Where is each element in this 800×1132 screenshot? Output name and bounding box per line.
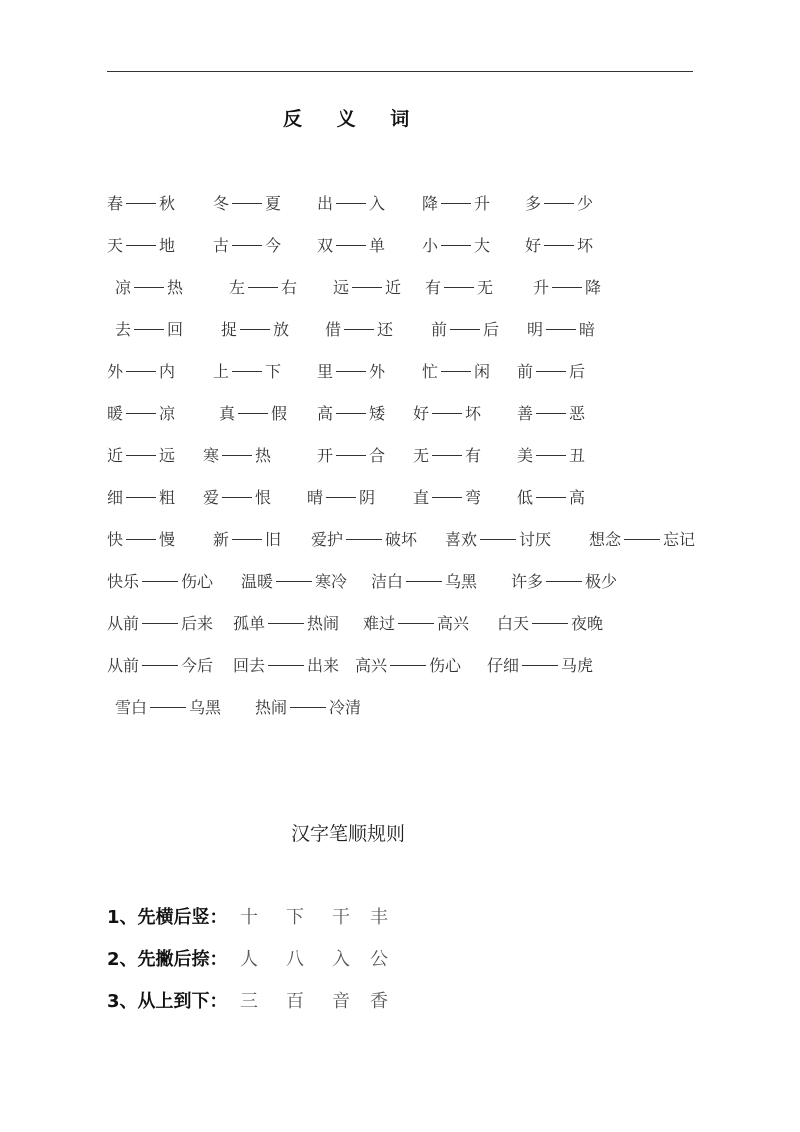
antonym-word: 极少 [585,572,618,591]
antonym-word: 闲 [474,362,491,381]
antonym-pair [221,317,289,340]
antonym-pair [107,653,213,676]
antonym-pair [107,611,213,634]
dash-separator [536,413,566,414]
antonym-word: 仔细 [487,656,520,675]
example-character: 公 [370,949,388,970]
antonym-word: 真 [219,404,236,423]
antonym-word: 冬 [213,194,230,213]
stroke-rule-label: 2、先撇后捺： [107,949,228,970]
antonym-word: 降 [585,278,602,297]
antonym-word: 矮 [369,404,386,423]
example-character: 香 [370,991,388,1012]
antonym-row [0,611,800,635]
antonym-word: 无 [477,278,494,297]
antonym-pair [317,233,385,256]
antonym-word: 假 [271,404,288,423]
antonym-word: 雪白 [115,698,148,717]
antonym-word: 低 [517,488,534,507]
antonym-pair [525,233,593,256]
antonym-row [0,695,800,719]
antonym-word: 冷清 [329,698,362,717]
antonym-word: 秋 [159,194,176,213]
antonym-pair [517,485,585,508]
antonym-word: 新 [213,530,230,549]
antonym-word: 爱 [203,488,220,507]
dash-separator [336,455,366,456]
dash-separator [390,665,426,666]
dash-separator [536,371,566,372]
antonym-word: 善 [517,404,534,423]
antonym-word: 慢 [159,530,176,549]
antonym-word: 美 [517,446,534,465]
antonym-word: 回 [167,320,184,339]
dash-separator [150,707,186,708]
antonym-pair [115,695,221,718]
antonym-word: 外 [369,362,386,381]
antonym-pair [213,359,281,382]
dash-separator [441,371,471,372]
antonym-word: 高兴 [355,656,388,675]
dash-separator [546,329,576,330]
antonym-word: 旧 [265,530,282,549]
antonym-word: 远 [159,446,176,465]
antonym-pair [213,527,281,550]
antonym-pair [333,275,401,298]
antonym-word: 高 [317,404,334,423]
antonym-pair [219,401,287,424]
antonym-word: 借 [325,320,342,339]
antonym-pair [107,359,175,382]
dash-separator [432,497,462,498]
antonym-word: 热 [167,278,184,297]
antonym-pair [203,443,271,466]
antonym-word: 恶 [569,404,586,423]
antonym-pair [311,527,417,550]
antonym-word: 讨厌 [519,530,552,549]
antonym-word: 忘记 [663,530,696,549]
dash-separator [344,329,374,330]
dash-separator [326,497,356,498]
dash-separator [240,329,270,330]
antonym-pair [115,275,183,298]
antonym-word: 高 [569,488,586,507]
antonym-pair [517,401,585,424]
antonym-pair [517,359,585,382]
antonym-pair [589,527,695,550]
antonym-word: 少 [577,194,594,213]
antonym-word: 去 [115,320,132,339]
antonym-pair [203,485,271,508]
antonym-pair [317,443,385,466]
stroke-rule [107,945,667,971]
antonym-word: 暗 [579,320,596,339]
antonym-word: 伤心 [181,572,214,591]
stroke-rule-label: 3、从上到下： [107,991,228,1012]
antonym-row [0,485,800,509]
header-rule [107,71,693,72]
antonym-pair [233,611,339,634]
antonym-pair [422,359,490,382]
antonym-word: 弯 [465,488,482,507]
antonym-word: 热闹 [255,698,288,717]
stroke-rule [107,903,667,929]
dash-separator [480,539,516,540]
antonym-word: 热 [255,446,272,465]
antonym-word: 无 [413,446,430,465]
antonym-word: 有 [425,278,442,297]
antonym-row [0,527,800,551]
antonym-word: 从前 [107,656,140,675]
antonym-word: 好 [413,404,430,423]
example-character: 入 [332,949,350,970]
antonym-word: 前 [431,320,448,339]
antonym-word: 温暖 [241,572,274,591]
antonym-word: 外 [107,362,124,381]
antonym-row [0,359,800,383]
dash-separator [336,245,366,246]
antonym-word: 夜晚 [571,614,604,633]
antonym-word: 凉 [159,404,176,423]
dash-separator [546,581,582,582]
antonym-word: 白天 [497,614,530,633]
antonym-word: 忙 [422,362,439,381]
antonym-word: 恨 [255,488,272,507]
antonym-word: 远 [333,278,350,297]
antonym-word: 多 [525,194,542,213]
antonym-word: 丑 [569,446,586,465]
antonym-pair [317,359,385,382]
antonym-word: 升 [474,194,491,213]
antonym-word: 右 [281,278,298,297]
antonym-word: 近 [385,278,402,297]
dash-separator [398,623,434,624]
dash-separator [126,203,156,204]
antonym-word: 破坏 [385,530,418,549]
dash-separator [126,497,156,498]
antonym-pair [527,317,595,340]
antonym-pair [355,653,461,676]
dash-separator [441,245,471,246]
dash-separator [126,371,156,372]
antonym-pair [431,317,499,340]
antonym-pair [317,191,385,214]
antonym-word: 粗 [159,488,176,507]
antonym-word: 出 [317,194,334,213]
antonym-word: 孤单 [233,614,266,633]
dash-separator [432,455,462,456]
example-character: 百 [286,991,304,1012]
antonym-word: 难过 [363,614,396,633]
dash-separator [276,581,312,582]
antonym-word: 寒冷 [315,572,348,591]
dash-separator [142,581,178,582]
antonym-pair [325,317,393,340]
antonym-row [0,653,800,677]
dash-separator [544,245,574,246]
stroke-rule-label: 1、先横后竖： [107,907,228,928]
antonym-word: 合 [369,446,386,465]
antonym-pair [107,191,175,214]
antonym-word: 寒 [203,446,220,465]
antonym-pair [425,275,493,298]
antonym-word: 快乐 [107,572,140,591]
dash-separator [268,623,304,624]
antonym-word: 乌黑 [189,698,222,717]
antonym-pair [511,569,617,592]
antonym-word: 夏 [265,194,282,213]
antonym-word: 暖 [107,404,124,423]
antonym-word: 许多 [511,572,544,591]
dash-separator [142,665,178,666]
dash-separator [336,413,366,414]
antonym-word: 入 [369,194,386,213]
antonym-pair [107,443,175,466]
example-character: 八 [286,949,304,970]
antonym-pair [363,611,469,634]
dash-separator [624,539,660,540]
dash-separator [522,665,558,666]
dash-separator [552,287,582,288]
antonym-word: 单 [369,236,386,255]
antonym-row [0,401,800,425]
dash-separator [222,497,252,498]
antonym-row [0,275,800,299]
antonym-word: 喜欢 [445,530,478,549]
dash-separator [232,371,262,372]
antonym-word: 晴 [307,488,324,507]
dash-separator [336,371,366,372]
dash-separator [352,287,382,288]
antonym-word: 降 [422,194,439,213]
example-character: 丰 [370,907,388,928]
dash-separator [126,245,156,246]
antonym-word: 马虎 [561,656,594,675]
dash-separator [290,707,326,708]
stroke-order-title: 汉字笔顺规则 [291,823,406,845]
antonym-pair [422,191,490,214]
dash-separator [432,413,462,414]
dash-separator [406,581,442,582]
antonym-word: 快 [107,530,124,549]
antonym-word: 想念 [589,530,622,549]
dash-separator [232,203,262,204]
antonym-word: 上 [213,362,230,381]
antonym-word: 直 [413,488,430,507]
antonym-word: 明 [527,320,544,339]
antonym-word: 凉 [115,278,132,297]
antonym-word: 后来 [181,614,214,633]
antonym-row [0,191,800,215]
antonym-row [0,569,800,593]
dash-separator [441,203,471,204]
dash-separator [268,665,304,666]
dash-separator [248,287,278,288]
dash-separator [532,623,568,624]
dash-separator [126,455,156,456]
example-character: 人 [240,949,258,970]
antonym-pair [107,569,213,592]
dash-separator [536,455,566,456]
antonym-word: 放 [273,320,290,339]
dash-separator [126,539,156,540]
antonym-word: 乌黑 [445,572,478,591]
antonym-word: 下 [265,362,282,381]
dash-separator [134,329,164,330]
antonym-word: 坏 [577,236,594,255]
dash-separator [126,413,156,414]
antonym-word: 前 [517,362,534,381]
antonym-word: 还 [377,320,394,339]
antonym-word: 出来 [307,656,340,675]
antonym-word: 开 [317,446,334,465]
antonym-word: 大 [474,236,491,255]
antonym-pair [445,527,551,550]
dash-separator [536,497,566,498]
dash-separator [444,287,474,288]
antonym-pair [229,275,297,298]
antonym-pair [107,233,175,256]
antonym-pair [371,569,477,592]
antonyms-title: 反 义 词 [283,108,424,130]
example-character: 下 [286,907,304,928]
antonym-pair [107,527,175,550]
antonym-pair [497,611,603,634]
antonym-word: 洁白 [371,572,404,591]
antonym-pair [517,443,585,466]
example-character: 十 [240,907,258,928]
dash-separator [450,329,480,330]
antonym-pair [413,401,481,424]
dash-separator [232,539,262,540]
antonym-pair [255,695,361,718]
antonym-word: 热闹 [307,614,340,633]
antonym-word: 双 [317,236,334,255]
example-character: 干 [332,907,350,928]
dash-separator [142,623,178,624]
antonym-pair [487,653,593,676]
antonym-word: 阴 [359,488,376,507]
antonym-word: 天 [107,236,124,255]
dash-separator [238,413,268,414]
antonym-word: 细 [107,488,124,507]
dash-separator [222,455,252,456]
antonym-word: 春 [107,194,124,213]
antonym-pair [233,653,339,676]
antonym-pair [107,485,175,508]
antonym-pair [317,401,385,424]
antonym-word: 高兴 [437,614,470,633]
antonym-word: 伤心 [429,656,462,675]
antonym-word: 今后 [181,656,214,675]
antonym-pair [413,443,481,466]
dash-separator [346,539,382,540]
dash-separator [232,245,262,246]
dash-separator [134,287,164,288]
antonym-pair [115,317,183,340]
dash-separator [544,203,574,204]
antonym-word: 地 [159,236,176,255]
antonym-pair [213,233,281,256]
antonym-pair [422,233,490,256]
antonym-word: 有 [465,446,482,465]
antonym-word: 后 [569,362,586,381]
antonym-word: 近 [107,446,124,465]
antonym-pair [533,275,601,298]
antonym-row [0,317,800,341]
antonym-word: 内 [159,362,176,381]
antonym-word: 小 [422,236,439,255]
antonym-word: 好 [525,236,542,255]
antonym-word: 里 [317,362,334,381]
antonym-word: 今 [265,236,282,255]
dash-separator [336,203,366,204]
example-character: 音 [332,991,350,1012]
antonym-word: 升 [533,278,550,297]
antonym-word: 左 [229,278,246,297]
example-character: 三 [240,991,258,1012]
antonym-word: 捉 [221,320,238,339]
antonym-pair [107,401,175,424]
antonym-word: 回去 [233,656,266,675]
antonym-word: 坏 [465,404,482,423]
antonym-pair [525,191,593,214]
antonym-pair [307,485,375,508]
antonym-word: 从前 [107,614,140,633]
antonym-word: 后 [483,320,500,339]
antonym-pair [213,191,281,214]
antonym-word: 古 [213,236,230,255]
antonym-pair [413,485,481,508]
antonym-word: 爱护 [311,530,344,549]
antonym-row [0,233,800,257]
antonym-row [0,443,800,467]
antonym-pair [241,569,347,592]
stroke-rule [107,987,667,1013]
